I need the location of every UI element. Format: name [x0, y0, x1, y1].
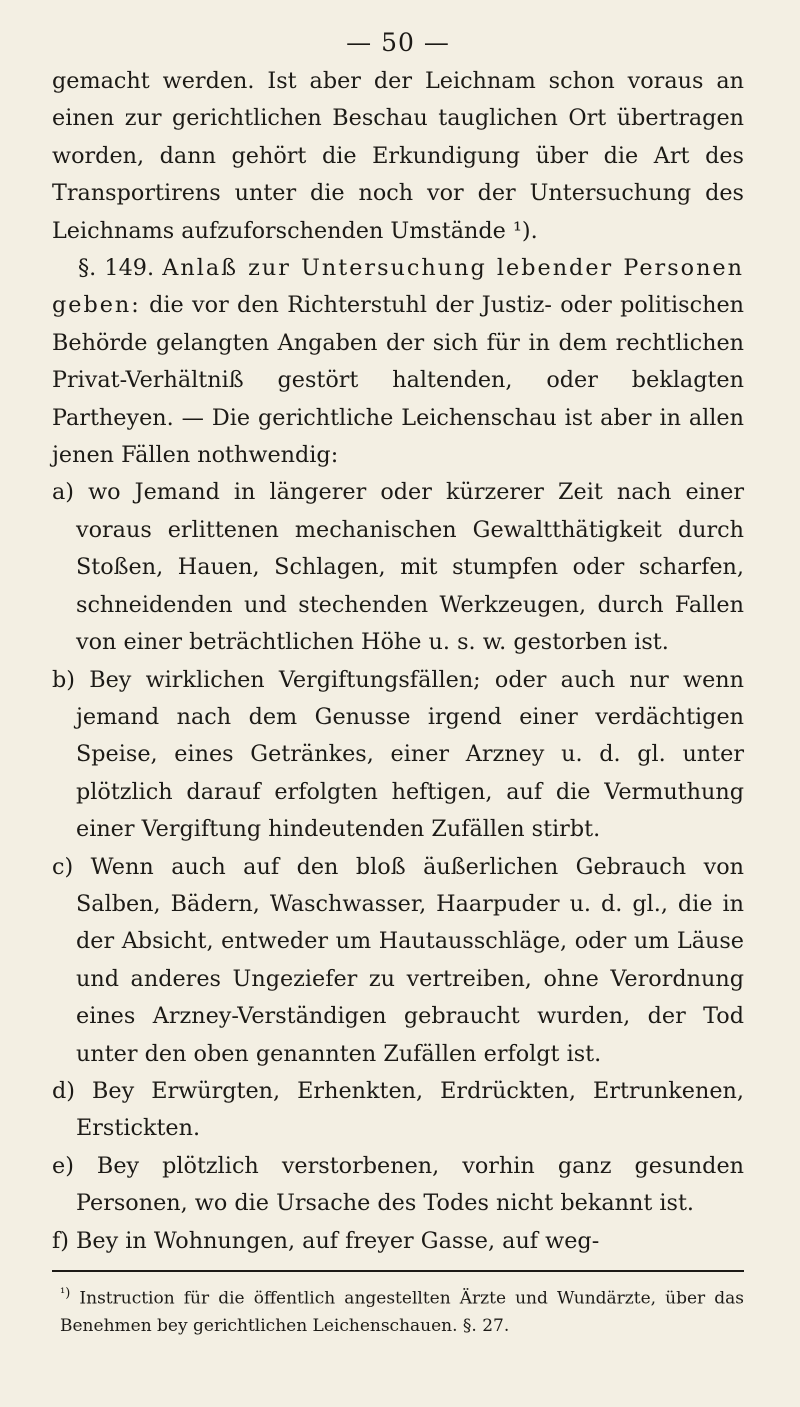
case-item-f: f) Bey in Wohnungen, auf freyer Gasse, auf weg-: [52, 1227, 600, 1254]
section-title: Anlaß zur Untersuchung lebender Personen geben:: [52, 255, 744, 319]
case-item-e: e) Bey plötzlich verstorbenen, vorhin ganz gesunden Personen, wo die Ursache des Todes nicht bekannt ist.: [52, 1152, 744, 1217]
main-text: [52, 63, 744, 1260]
section-text: die vor den Richterstuhl der Justiz- oder politischen Behörde gelangten Angaben der sich für in dem rechtlichen Privat-Verhältniß gestört haltenden, oder beklagten Partheyen. — Die gerichtliche Leichenschau ist aber in allen jenen Fällen nothwendig:: [52, 292, 744, 469]
paragraph-continuation: gemacht werden. Ist aber der Leichnam schon voraus an einen zur gerichtlichen Beschau tauglichen Ort übertragen worden, dann gehört die Erkundigung über die Art des Transportirens unter die noch vor der Untersuchung des Leichnams aufzuforschenden Umstände ¹).: [52, 68, 744, 244]
case-item-a: a) wo Jemand in längerer oder kürzerer Zeit nach einer voraus erlittenen mechanischen Gewaltthätigkeit durch Stoßen, Hauen, Schlagen, mit stumpfen oder scharfen, schneidenden und stechenden Werkzeugen, durch Fallen von einer beträchtlichen Höhe u. s. w. gestorben ist.: [52, 479, 744, 656]
page-number-header: — 50 —: [346, 28, 450, 57]
footnote-mark: ¹): [60, 1286, 71, 1301]
case-item-c: c) Wenn auch auf den bloß äußerlichen Gebrauch von Salben, Bädern, Waschwasser, Haarpuder u. d. gl., die in der Absicht, entweder um Hautausschläge, oder um Läuse und anderes Ungeziefer zu vertreiben, ohne Verordnung eines Arzney-Verständigen gebraucht wurden, der Tod unter den oben genannten Zufällen erfolgt ist.: [52, 853, 744, 1067]
footnote-text: Instruction für die öffentlich angestellten Ärzte und Wundärzte, über das Benehmen bey gerichtlichen Leichenschauen. §. 27.: [60, 1288, 745, 1336]
footnote-divider: [52, 1270, 744, 1272]
case-item-d: d) Bey Erwürgten, Erhenkten, Erdrückten, Ertrunkenen, Erstickten.: [52, 1077, 744, 1142]
section-number: §. 149.: [78, 255, 155, 282]
case-item-b: b) Bey wirklichen Vergiftungsfällen; oder auch nur wenn jemand nach dem Genusse irgend einer verdächtigen Speise, eines Getränkes, einer Arzney u. d. gl. unter plötzlich darauf erfolgten heftigen, auf die Vermuthung einer Vergiftung hindeutenden Zufällen stirbt.: [52, 666, 744, 843]
section-paragraph: [52, 250, 744, 474]
footnote: [52, 1280, 744, 1340]
